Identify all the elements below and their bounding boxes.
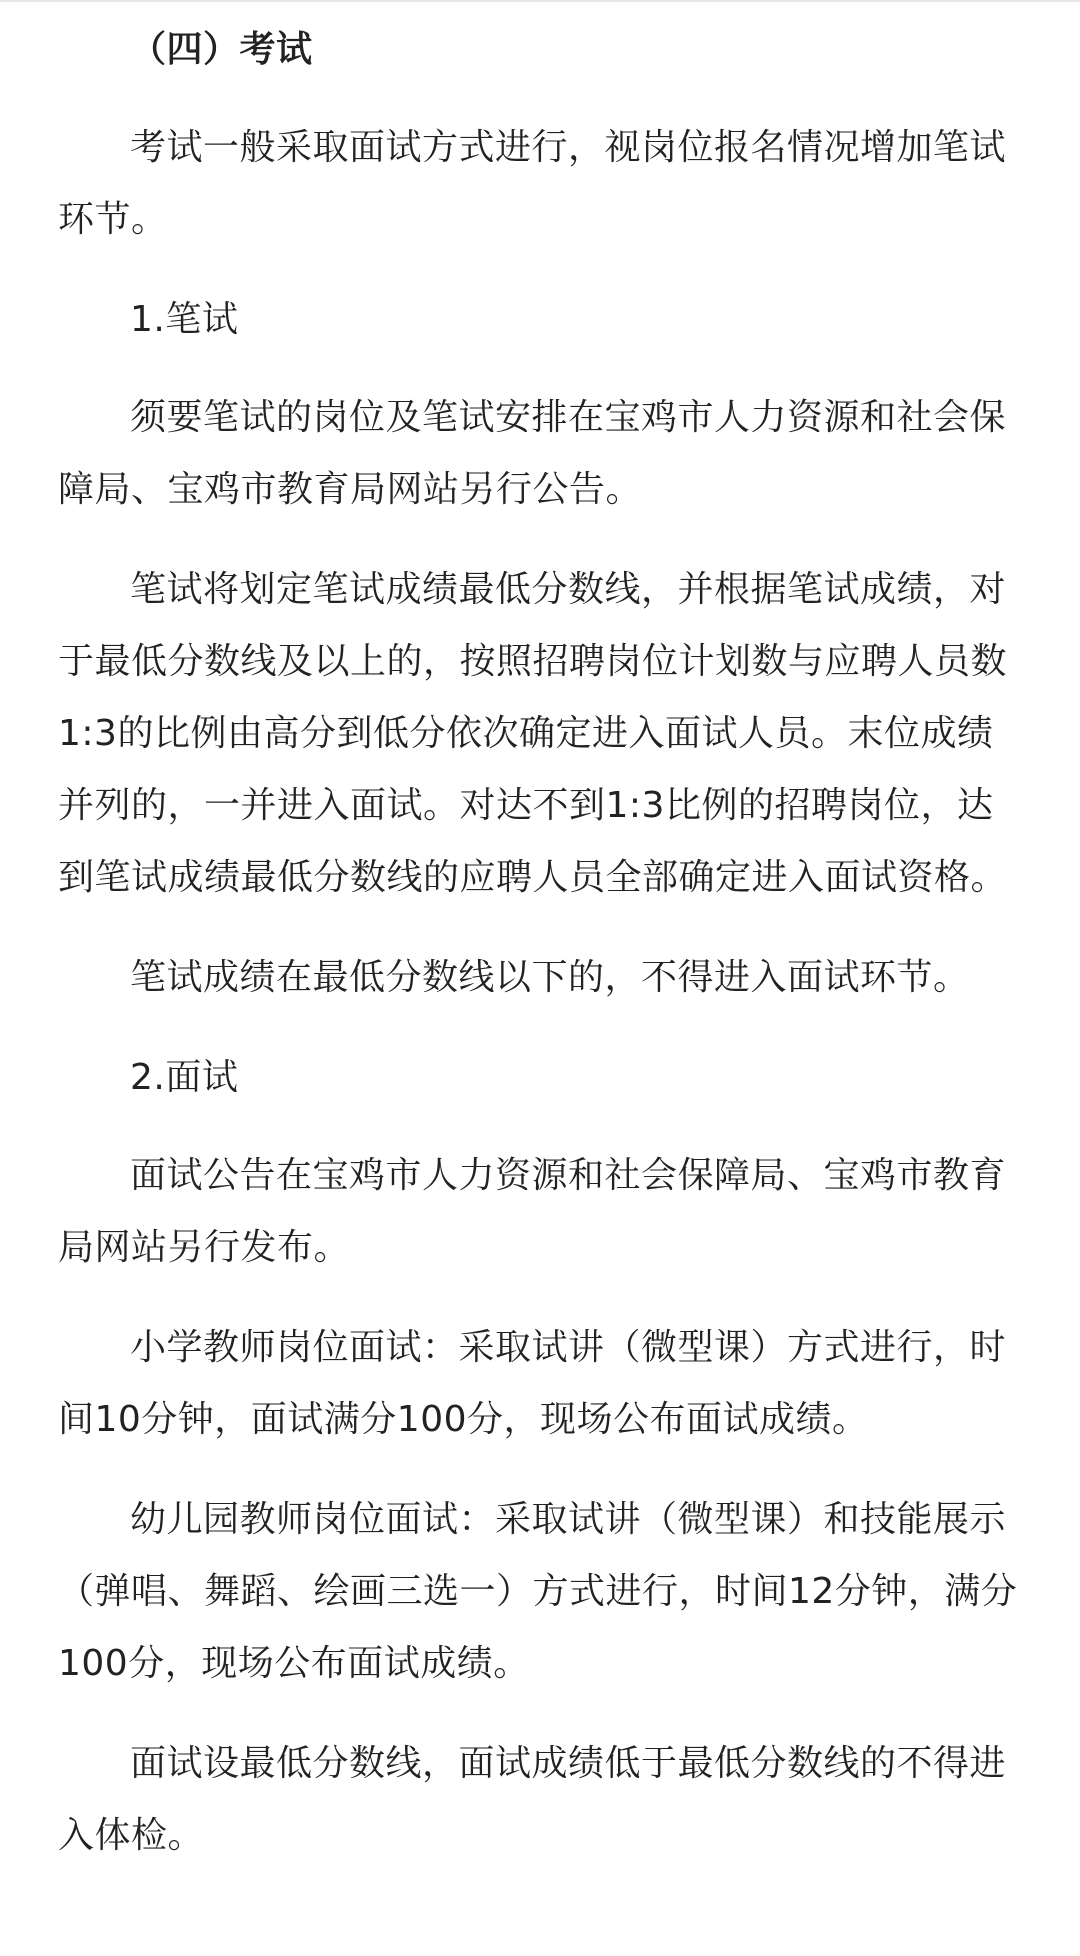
paragraph-kindergarten-teacher-interview: 幼儿园教师岗位面试：采取试讲（微型课）和技能展示（弹唱、舞蹈、绘画三选一）方式进行，时间12分钟，满分100分，现场公布面试成绩。 bbox=[58, 1499, 1018, 1684]
paragraph-written-exam-notice: 须要笔试的岗位及笔试安排在宝鸡市人力资源和社会保障局、宝鸡市教育局网站另行公告。 bbox=[58, 397, 1007, 510]
paragraph-primary-teacher-interview: 小学教师岗位面试：采取试讲（微型课）方式进行，时间10分钟，面试满分100分，现场公布面试成绩。 bbox=[58, 1327, 1007, 1440]
paragraph-below-cutoff: 笔试成绩在最低分数线以下的，不得进入面试环节。 bbox=[130, 957, 970, 998]
paragraph-written-exam-cutoff: 笔试将划定笔试成绩最低分数线，并根据笔试成绩，对于最低分数线及以上的，按照招聘岗位计划数与应聘人员数1:3的比例由高分到低分依次确定进入面试人员。末位成绩并列的，一并进入面试。对达不到1:3比例的招聘岗位，达到笔试成绩最低分数线的应聘人员全部确定进入面试资格。 bbox=[58, 569, 1008, 898]
subheading-interview: 2.面试 bbox=[130, 1057, 239, 1098]
section-title: （四）考试 bbox=[130, 29, 313, 70]
top-divider bbox=[0, 0, 1080, 2]
paragraph-interview-notice: 面试公告在宝鸡市人力资源和社会保障局、宝鸡市教育局网站另行发布。 bbox=[58, 1155, 1007, 1268]
paragraph-exam-method: 考试一般采取面试方式进行，视岗位报名情况增加笔试环节。 bbox=[58, 127, 1007, 240]
paragraph-interview-cutoff: 面试设最低分数线，面试成绩低于最低分数线的不得进入体检。 bbox=[58, 1743, 1007, 1856]
subheading-written-exam: 1.笔试 bbox=[130, 299, 239, 340]
article-body bbox=[58, 14, 1022, 1900]
